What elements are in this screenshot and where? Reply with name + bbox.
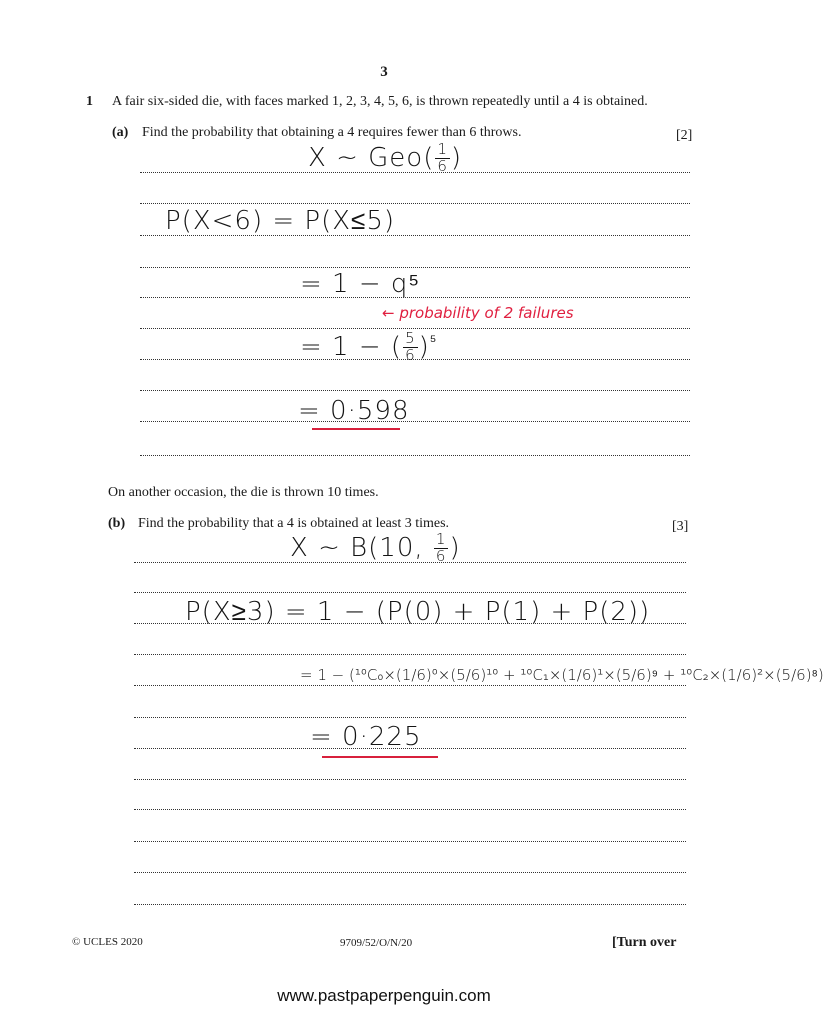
paper-code: 9709/52/O/N/20 bbox=[340, 937, 413, 949]
part-a-annotation: ← probability of 2 failures bbox=[382, 304, 574, 322]
page-number: 3 bbox=[380, 64, 388, 80]
part-a-substitution: = 1 − ( $\frac{5}{6}$ )$^{^5}$ bbox=[300, 329, 438, 364]
part-a-answer-underline bbox=[312, 428, 400, 430]
part-a-question: Find the probability that obtaining a 4 requires fewer than 6 throws. bbox=[142, 125, 522, 140]
answer-line bbox=[134, 872, 686, 873]
part-a-distribution: X ~ Geo( $\frac{1}{6}$ ) bbox=[308, 140, 463, 175]
part-a-label: (a) bbox=[112, 125, 129, 140]
question-text: A fair six-sided die, with faces marked 1, 2, 3, 4, 5, 6, is thrown repeatedly until a 4 is obtained. bbox=[112, 94, 648, 109]
copyright: © UCLES 2020 bbox=[72, 936, 143, 948]
answer-line bbox=[134, 654, 686, 655]
answer-line bbox=[134, 717, 686, 718]
part-b-answer: = 0·225 bbox=[310, 722, 422, 752]
answer-line bbox=[140, 455, 690, 456]
answer-line bbox=[134, 779, 686, 780]
answer-line bbox=[134, 809, 686, 810]
answer-line bbox=[134, 685, 686, 686]
answer-line bbox=[140, 390, 690, 391]
part-b-binomial-expansion: = 1 − (¹⁰C₀×(1/6)⁰×(5/6)¹⁰ + ¹⁰C₁×(1/6)¹×(5/6)⁹ + ¹⁰C₂×(1/6)²×(5/6)⁸) bbox=[300, 666, 824, 684]
part-a-answer: = 0·598 bbox=[298, 396, 410, 426]
turn-over: [Turn over bbox=[612, 935, 677, 950]
part-b-probability-statement: P(X≥3) = 1 − (P(0) + P(1) + P(2)) bbox=[185, 597, 651, 627]
part-b-question: Find the probability that a 4 is obtained at least 3 times. bbox=[138, 516, 450, 531]
part-b-marks: [3] bbox=[672, 519, 689, 534]
part-a-probability-statement: P(X<6) = P(X≤5) bbox=[165, 206, 396, 236]
answer-line bbox=[140, 421, 690, 422]
part-a-marks: [2] bbox=[676, 128, 693, 143]
answer-line bbox=[134, 592, 686, 593]
question-number: 1 bbox=[86, 94, 93, 109]
answer-line bbox=[134, 904, 686, 905]
part-b-distribution: X ~ B(10, $\frac{1}{6}$ ) bbox=[290, 530, 461, 565]
part-a-complement-step: = 1 − q⁵ bbox=[300, 269, 421, 299]
answer-line bbox=[134, 841, 686, 842]
answer-line bbox=[140, 203, 690, 204]
website-url[interactable]: www.pastpaperpenguin.com bbox=[277, 986, 491, 1005]
between-text: On another occasion, the die is thrown 10 times. bbox=[108, 485, 379, 500]
part-b-label: (b) bbox=[108, 516, 126, 531]
part-b-answer-underline bbox=[322, 756, 438, 758]
